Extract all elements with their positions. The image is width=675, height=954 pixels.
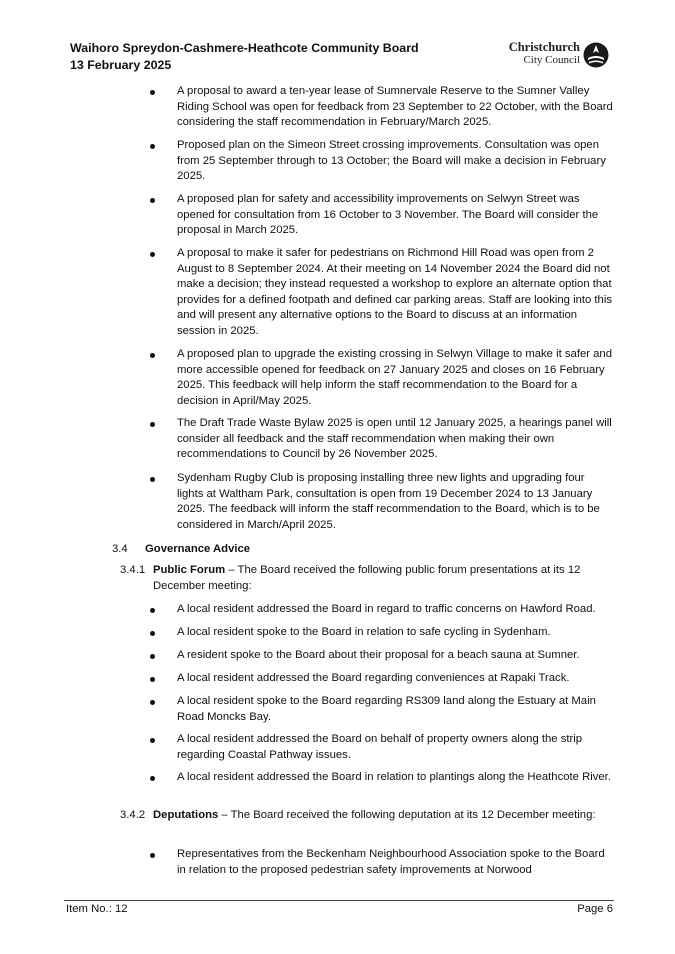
subsection-number: 3.4.2 (120, 809, 146, 821)
page-number: Page 6 (577, 903, 613, 915)
bullet-icon (150, 144, 155, 149)
bullet-icon (150, 738, 155, 743)
subsection-number: 3.4.1 (120, 564, 146, 576)
bullet-icon (150, 700, 155, 705)
subsection-heading: Public Forum (153, 564, 226, 576)
bullet-icon (150, 477, 155, 482)
bullet-icon (150, 252, 155, 257)
board-name: Waihoro Spreydon-Cashmere-Heathcote Community Board (70, 41, 419, 55)
logo-line1: Christchurch (508, 40, 580, 54)
bullet-icon (150, 90, 155, 95)
document-page: Waihoro Spreydon-Cashmere-Heathcote Community Board 13 February 2025 Christchurch City Council A proposal to award a ten-year lease of Sumnervale Reserve to the Sumner Valley Riding School was open for feedback from 23 September to 22 October, with the Board considering the staff recommendation in February/March 2025. Proposed plan on the Simeon Street crossing improvements. Consultation was open from 25 September through to 13 October; the Board will make a decision in February 2025. A proposed plan for safety and accessibility improvements on Selwyn Street was opened for consultation from 16 October to 3 November. The Board will consider the proposal in March 2025. A proposal to make it safer for pedestrians on Richmond Hill Road was open from 2 August to 8 September 2024. At their meeting on 14 November 2024 the Board did not make a decision; they instead requested a workshop to explore an alternate option that provides for a defined footpath and defined car parking areas. Staff are looking into this and will present any alternative options to the Board to discuss at an information session in 2025. A proposed plan to upgrade the existing crossing in Selwyn Village to make it safer and more accessible opened for feedback on 27 January 2025 and closes on 16 February 2025. This feedback will help inform the staff recommendation to the Board for a decision in April/May 2025. The Draft Trade Waste Bylaw 2025 is open until 12 January 2025, a hearings panel will consider all feedback and the staff recommendation when making their own recommendations to Council by 26 November 2025. Sydenham Rugby Club is proposing installing three new lights and upgrading four lights at Waltham Park, consultation is open from 19 December 2024 to 13 January 2025. The feedback will inform the staff recommendation to the Board, which is to be considered in March/April 2025. 3.4 Governance Advice 3.4.1 Public Forum – The Board received the following public forum presentations at its 12 December meeting: A local resident addressed the Board in regard to traffic concerns on Hawford Road. A local resident spoke to the Board in relation to safe cycling in Sydenham. A resident spoke to the Board about their proposal for a beach sauna at Sumner. A local resident addressed the Board regarding conveniences at Rapaki Track. A local resident spoke to the Board regarding RS309 land along the Estuary at Main Road Moncks Bay. A local resident addressed the Board on behalf of property owners along the strip regarding Coastal Pathway issues. A local resident addressed the Board in relation to plantings along the Heathcote River. 3.4.2 Deputations – The Board received the following deputation at its 12 December meeting: Representatives from the Beckenham Neighbourhood Association spoke to the Board in relation to the proposed pedestrian safety improvements at Norwood Item No.: 12 Page 6 (66, 40, 613, 915)
council-logo (506, 41, 610, 69)
council-emblem-icon (583, 42, 609, 68)
meeting-date: 13 February 2025 (70, 58, 172, 72)
subsection-heading: Deputations (153, 809, 219, 821)
bullet-icon (150, 631, 155, 636)
footer-divider (64, 900, 614, 901)
bullet-icon (150, 853, 155, 858)
bullet-icon (150, 776, 155, 781)
subsection-text: – The Board received the following public forum presentations at its 12 December meeting: (153, 564, 581, 592)
bullet-icon (150, 677, 155, 682)
bullet-icon (150, 608, 155, 613)
subsection-text: – The Board received the following deputation at its 12 December meeting: (218, 809, 596, 821)
bullet-icon (150, 353, 155, 358)
logo-text (506, 41, 580, 66)
bullet-icon (150, 654, 155, 659)
bullet-icon (150, 198, 155, 203)
page-header (70, 40, 610, 80)
section-title: Governance Advice (145, 543, 251, 555)
bullet-icon (150, 422, 155, 427)
logo-line2: City Council (523, 54, 580, 66)
item-number: Item No.: 12 (66, 903, 128, 915)
section-number: 3.4 (112, 543, 128, 555)
